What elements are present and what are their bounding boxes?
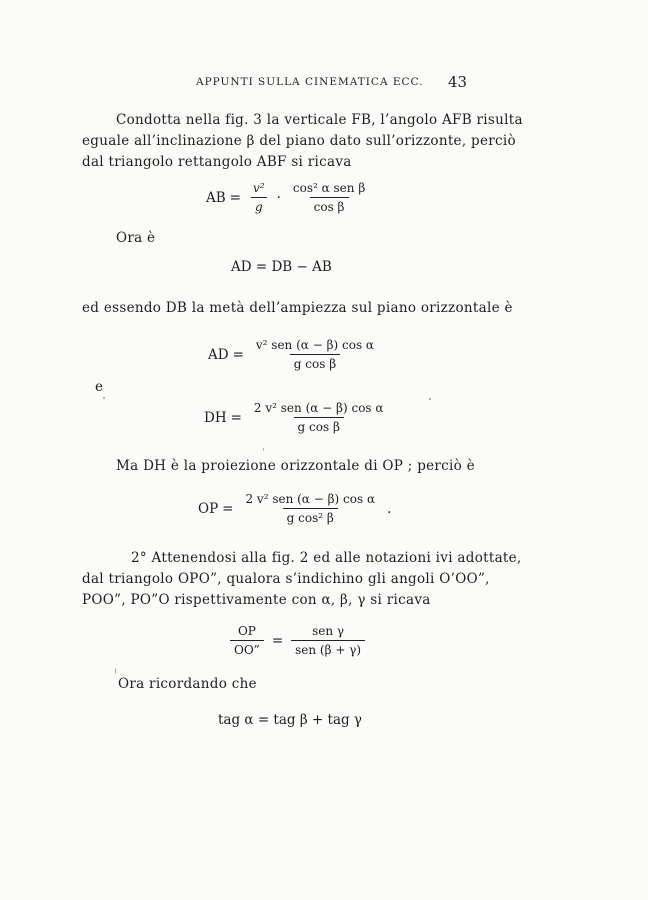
fraction <box>252 338 378 371</box>
eq-lhs: AD <box>208 346 229 363</box>
fraction <box>249 181 269 214</box>
equation-tangent <box>218 712 362 728</box>
scan-speck <box>263 448 264 451</box>
equation-dh <box>204 401 392 434</box>
fraction-numerator: v² <box>252 181 265 195</box>
eq-multiply: · <box>276 189 281 206</box>
fraction <box>291 624 365 657</box>
fraction-numerator: sen γ <box>312 624 345 638</box>
eq-equals: = <box>229 189 241 206</box>
fraction-denominator: OO” <box>230 640 264 657</box>
eq-equals: = <box>232 346 244 363</box>
equation-ab <box>206 181 373 214</box>
paragraph-line: Condotta nella fig. 3 la verticale FB, l’angolo AFB risulta <box>116 112 523 128</box>
fraction <box>230 624 264 657</box>
fraction-denominator: g cos² β <box>283 508 338 525</box>
equation-op <box>198 492 395 525</box>
fraction-numerator: 2 v² sen (α − β) cos α <box>253 401 384 415</box>
fraction-denominator: g cos β <box>290 354 340 371</box>
paragraph-line: POO”, PO”O rispettivamente con α, β, γ si ricava <box>82 592 431 608</box>
header-title: APPUNTI SULLA CINEMATICA ECC. <box>196 76 424 88</box>
fraction-denominator: cos β <box>310 197 349 214</box>
equation-ad-difference <box>231 259 332 275</box>
eq-text: AD = DB − AB <box>231 259 332 275</box>
eq-lhs: OP <box>198 500 219 517</box>
paragraph-line: dal triangolo OPO”, qualora s’indichino gli angoli O’OO”, <box>82 571 490 587</box>
paragraph-line: e <box>95 379 104 395</box>
paragraph-line: Ora è <box>116 230 156 246</box>
fraction-numerator: 2 v² sen (α − β) cos α <box>245 492 376 506</box>
eq-lhs: AB <box>206 189 226 206</box>
paragraph-line: 2° Attenendosi alla fig. 2 ed alle notazioni ivi adottate, <box>131 550 522 566</box>
fraction-numerator: v² sen (α − β) cos α <box>255 338 375 352</box>
scan-speck <box>103 397 105 399</box>
fraction-numerator: cos² α sen β <box>292 181 366 195</box>
fraction-numerator: OP <box>237 624 256 638</box>
eq-equals: = <box>222 500 234 517</box>
paragraph-line: eguale all’inclinazione β del piano dato sull’orizzonte, perciò <box>82 133 516 149</box>
eq-period: . <box>387 500 392 517</box>
paragraph-line: Ma DH è la proiezione orizzontale di OP ; perciò è <box>116 458 475 474</box>
fraction <box>250 401 388 434</box>
paragraph-line: ed essendo DB la metà dell’ampiezza sul piano orizzontale è <box>82 300 513 316</box>
fraction <box>241 492 379 525</box>
eq-equals: = <box>230 409 242 426</box>
equation-op-ratio <box>226 624 369 657</box>
eq-text: tag α = tag β + tag γ <box>218 712 362 728</box>
fraction-denominator: g cos β <box>294 417 344 434</box>
eq-lhs: DH <box>204 409 227 426</box>
paragraph-line: Ora ricordando che <box>118 676 257 692</box>
fraction <box>289 181 369 214</box>
scan-speck <box>429 398 431 400</box>
eq-equals: = <box>271 632 284 649</box>
fraction-denominator: g <box>251 197 267 214</box>
fraction-denominator: sen (β + γ) <box>291 640 365 657</box>
equation-ad <box>208 338 382 371</box>
page-number: 43 <box>448 73 468 91</box>
scan-speck <box>115 668 116 674</box>
paragraph-line: dal triangolo rettangolo ABF si ricava <box>82 154 352 170</box>
